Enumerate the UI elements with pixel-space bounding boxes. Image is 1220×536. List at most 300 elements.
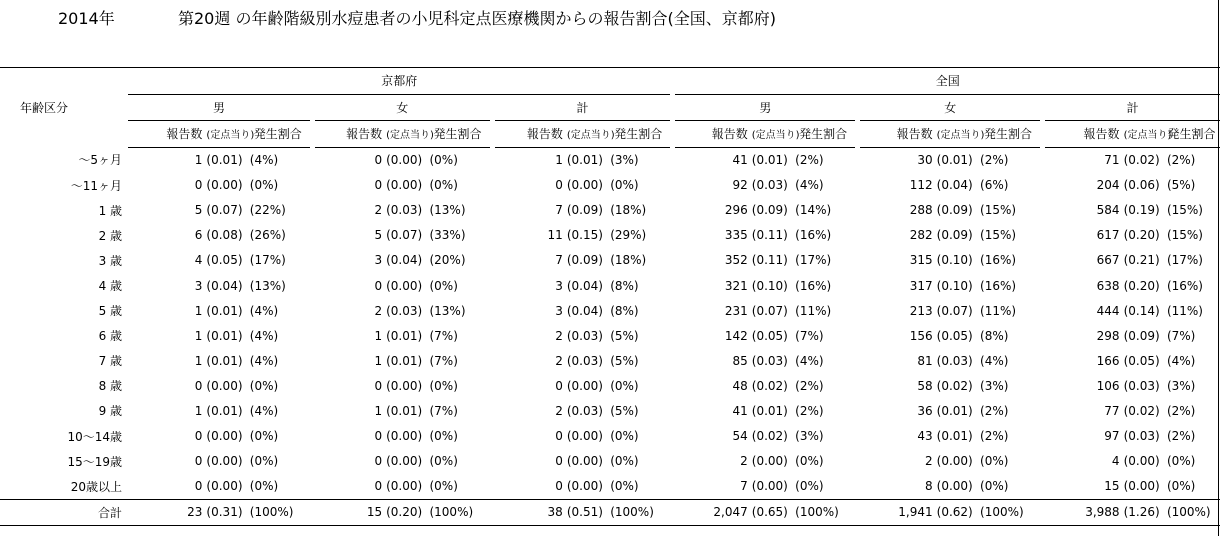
col-header-per-sentinel: (定点当り) (933, 121, 976, 148)
rate-value: (0%) (249, 178, 279, 193)
rate-value: (100%) (976, 499, 1040, 525)
report-count: 142 (724, 328, 748, 343)
rate-value: (2%) (1166, 403, 1196, 418)
report-count: 58 (917, 378, 933, 393)
rate-value: (17%) (1166, 253, 1203, 268)
report-count: 0 (194, 178, 203, 193)
report-count: 0 (374, 429, 383, 444)
report-table (0, 67, 1220, 526)
per-sentinel-value: (0.00) (566, 178, 603, 193)
report-count: 0 (374, 454, 383, 469)
per-sentinel-value: (0.07) (386, 228, 423, 243)
per-sentinel-value: (0.07) (751, 303, 788, 318)
report-count: 352 (724, 253, 748, 268)
per-sentinel-value: (0.01) (206, 303, 243, 318)
report-count: 3,988 (1045, 499, 1119, 525)
per-sentinel-value: (0.10) (936, 253, 973, 268)
table-body (0, 147, 1220, 525)
rate-value: (0%) (610, 429, 639, 444)
rate-value: (7%) (795, 328, 824, 343)
report-count: 1 (374, 328, 383, 343)
rate-value: (0%) (429, 378, 458, 393)
col-header-rate: 発生割合 (425, 121, 489, 148)
per-sentinel-value: (0.03) (1123, 378, 1160, 393)
report-count: 7 (555, 253, 563, 268)
report-count: 298 (1096, 328, 1120, 343)
table-row (0, 474, 1220, 500)
per-sentinel-value: (0.03) (751, 178, 788, 193)
rate-value: (3%) (795, 429, 824, 444)
report-count: 0 (555, 178, 563, 193)
report-count: 1 (194, 403, 203, 418)
rate-value: (17%) (249, 253, 286, 268)
rate-value: (4%) (249, 353, 279, 368)
report-count: 584 (1096, 203, 1120, 218)
rate-value: (2%) (980, 403, 1009, 418)
col-header-per-sentinel: (定点当り) (1120, 121, 1163, 148)
region-header-kyoto: 京都府 (128, 68, 670, 95)
report-count: 92 (732, 178, 748, 193)
rate-value: (7%) (429, 328, 458, 343)
per-sentinel-value: (0.00) (566, 378, 603, 393)
age-label: 7 歳 (98, 354, 123, 369)
per-sentinel-value: (0.10) (751, 278, 788, 293)
report-count: 1,941 (860, 499, 932, 525)
report-count: 15 (315, 499, 382, 525)
report-count: 112 (909, 178, 933, 193)
per-sentinel-value: (0.03) (386, 203, 423, 218)
rate-value: (100%) (425, 499, 489, 525)
report-count: 0 (555, 479, 563, 494)
rate-value: (4%) (249, 403, 279, 418)
rate-value: (0%) (429, 479, 458, 494)
table-row (0, 298, 1220, 323)
table-row (0, 449, 1220, 474)
report-count: 5 (374, 228, 383, 243)
age-label: 8 歳 (98, 379, 123, 394)
per-sentinel-value: (0.08) (206, 228, 243, 243)
rate-value: (3%) (1166, 378, 1196, 393)
col-header-per-sentinel: (定点当り) (563, 121, 606, 148)
rate-value: (0%) (429, 429, 458, 444)
total-label: 合計 (0, 499, 128, 525)
per-sentinel-value: (0.05) (1123, 353, 1160, 368)
rate-value: (0%) (610, 454, 639, 469)
per-sentinel-value: (0.00) (936, 479, 973, 494)
per-sentinel-value: (0.03) (566, 353, 603, 368)
rate-value: (18%) (610, 253, 647, 268)
per-sentinel-value: (0.07) (206, 203, 243, 218)
rate-value: (8%) (980, 328, 1009, 343)
rate-value: (4%) (795, 178, 824, 193)
report-count: 3 (555, 303, 563, 318)
region-header-row (0, 68, 1220, 95)
rate-value: (2%) (795, 403, 824, 418)
report-count: 282 (909, 228, 933, 243)
table-row (0, 323, 1220, 348)
per-sentinel-value: (0.11) (751, 253, 788, 268)
report-count: 1 (194, 153, 203, 168)
table-row (0, 223, 1220, 248)
per-sentinel-value: (0.04) (206, 278, 243, 293)
sex-header-kyoto-male: 男 (128, 94, 310, 121)
rate-value: (3%) (610, 153, 639, 168)
per-sentinel-value: (0.04) (566, 278, 603, 293)
table-row (0, 398, 1220, 423)
report-count: 1 (374, 353, 383, 368)
per-sentinel-value: (0.51) (563, 499, 606, 525)
rate-value: (11%) (795, 303, 832, 318)
report-count: 4 (1111, 454, 1120, 469)
per-sentinel-value: (0.00) (936, 454, 973, 469)
per-sentinel-value: (0.05) (751, 328, 788, 343)
table-row (0, 348, 1220, 373)
per-sentinel-value: (0.06) (1123, 178, 1160, 193)
per-sentinel-value: (0.00) (386, 178, 423, 193)
col-header-reports: 報告数 (860, 121, 932, 148)
report-count: 41 (732, 153, 748, 168)
report-count: 15 (1104, 479, 1120, 494)
per-sentinel-value: (0.19) (1123, 203, 1160, 218)
rate-value: (3%) (980, 378, 1009, 393)
report-count: 321 (724, 278, 748, 293)
report-count: 77 (1104, 403, 1120, 418)
per-sentinel-value: (0.00) (206, 479, 243, 494)
report-count: 97 (1104, 429, 1120, 444)
rate-value: (0%) (1166, 479, 1196, 494)
per-sentinel-value: (0.00) (386, 429, 423, 444)
sex-header-national-male: 男 (675, 94, 855, 121)
report-count: 11 (547, 228, 563, 243)
report-count: 2 (555, 328, 563, 343)
report-count: 2 (374, 303, 383, 318)
report-count: 1 (194, 353, 203, 368)
report-count: 0 (194, 479, 203, 494)
per-sentinel-value: (0.01) (386, 353, 423, 368)
col-header-reports: 報告数 (1045, 121, 1119, 148)
sex-header-national-female: 女 (860, 94, 1040, 121)
column-header-row (0, 121, 1220, 148)
per-sentinel-value: (0.01) (206, 153, 243, 168)
rate-value: (8%) (610, 303, 639, 318)
report-count: 7 (740, 479, 748, 494)
col-header-rate: 発生割合 (606, 121, 670, 148)
rate-value: (11%) (1166, 303, 1203, 318)
age-label: 10～14歳 (67, 429, 123, 444)
per-sentinel-value: (0.00) (206, 429, 243, 444)
per-sentinel-value: (0.00) (386, 454, 423, 469)
per-sentinel-value: (0.09) (936, 228, 973, 243)
per-sentinel-value: (0.65) (748, 499, 791, 525)
report-count: 6 (194, 228, 203, 243)
report-count: 2 (555, 353, 563, 368)
per-sentinel-value: (0.05) (206, 253, 243, 268)
age-label: ～11ヶ月 (70, 178, 123, 193)
rate-value: (5%) (610, 353, 639, 368)
report-count: 3 (194, 278, 203, 293)
per-sentinel-value: (0.09) (1123, 328, 1160, 343)
col-header-rate: 発生割合 (791, 121, 855, 148)
report-count: 0 (374, 378, 383, 393)
per-sentinel-value: (0.00) (566, 429, 603, 444)
per-sentinel-value: (0.10) (936, 278, 973, 293)
report-count: 444 (1096, 303, 1120, 318)
rate-value: (100%) (606, 499, 670, 525)
report-count: 7 (555, 203, 563, 218)
rate-value: (16%) (980, 253, 1017, 268)
region-header-national: 全国 (675, 68, 1220, 95)
rate-value: (7%) (429, 353, 458, 368)
rate-value: (100%) (1163, 499, 1220, 525)
per-sentinel-value: (0.00) (206, 454, 243, 469)
table-row (0, 373, 1220, 398)
per-sentinel-value: (0.00) (386, 378, 423, 393)
per-sentinel-value: (0.03) (566, 328, 603, 343)
per-sentinel-value: (0.01) (206, 328, 243, 343)
report-count: 0 (374, 479, 383, 494)
report-count: 4 (194, 253, 203, 268)
rate-value: (15%) (1166, 228, 1203, 243)
rate-value: (0%) (249, 454, 279, 469)
per-sentinel-value: (0.01) (206, 403, 243, 418)
rate-value: (17%) (795, 253, 832, 268)
rate-value: (8%) (610, 278, 639, 293)
col-header-rate: 発生割合 (1163, 121, 1220, 148)
per-sentinel-value: (0.02) (751, 429, 788, 444)
per-sentinel-value: (0.00) (206, 378, 243, 393)
per-sentinel-value: (0.20) (1123, 228, 1160, 243)
age-label: 5 歳 (98, 304, 123, 319)
rate-value: (11%) (980, 303, 1017, 318)
report-count: 0 (555, 454, 563, 469)
report-count: 2 (740, 454, 748, 469)
rate-value: (5%) (610, 328, 639, 343)
report-count: 48 (732, 378, 748, 393)
rate-value: (18%) (610, 203, 647, 218)
rate-value: (20%) (429, 253, 466, 268)
rate-value: (2%) (980, 429, 1009, 444)
table-row (0, 173, 1220, 198)
per-sentinel-value: (0.07) (936, 303, 973, 318)
per-sentinel-value: (0.00) (751, 479, 788, 494)
title-bar (0, 0, 1220, 34)
rate-value: (29%) (610, 228, 647, 243)
report-count: 2,047 (675, 499, 747, 525)
rate-value: (2%) (980, 153, 1009, 168)
per-sentinel-value: (0.04) (936, 178, 973, 193)
rate-value: (33%) (429, 228, 466, 243)
rate-value: (4%) (1166, 353, 1196, 368)
per-sentinel-value: (0.01) (751, 153, 788, 168)
report-count: 166 (1096, 353, 1120, 368)
report-count: 296 (724, 203, 748, 218)
report-count: 3 (374, 253, 383, 268)
report-count: 231 (724, 303, 748, 318)
per-sentinel-value: (0.02) (751, 378, 788, 393)
sex-header-national-total: 計 (1045, 94, 1220, 121)
rate-value: (16%) (795, 278, 832, 293)
per-sentinel-value: (0.09) (751, 203, 788, 218)
report-count: 213 (909, 303, 933, 318)
per-sentinel-value: (0.09) (566, 253, 603, 268)
report-count: 1 (555, 153, 563, 168)
report-count: 23 (128, 499, 202, 525)
per-sentinel-value: (0.00) (751, 454, 788, 469)
rate-value: (2%) (1166, 153, 1196, 168)
table-row (0, 147, 1220, 173)
per-sentinel-value: (0.31) (202, 499, 245, 525)
per-sentinel-value: (0.00) (566, 454, 603, 469)
report-count: 156 (909, 328, 933, 343)
per-sentinel-value: (0.20) (1123, 278, 1160, 293)
report-count: 0 (374, 153, 383, 168)
report-count: 0 (194, 429, 203, 444)
report-count: 41 (732, 403, 748, 418)
per-sentinel-value: (0.01) (936, 429, 973, 444)
rate-value: (15%) (980, 228, 1017, 243)
rate-value: (6%) (980, 178, 1009, 193)
per-sentinel-value: (0.09) (936, 203, 973, 218)
age-label: 4 歳 (98, 279, 123, 294)
rate-value: (0%) (249, 429, 279, 444)
rate-value: (0%) (610, 479, 639, 494)
age-label: 1 歳 (98, 203, 123, 218)
rate-value: (4%) (249, 153, 279, 168)
rate-value: (5%) (1166, 178, 1196, 193)
age-label: 6 歳 (98, 329, 123, 344)
age-label: 20歳以上 (70, 479, 123, 494)
per-sentinel-value: (0.15) (566, 228, 603, 243)
col-header-per-sentinel: (定点当り) (748, 121, 791, 148)
report-title: 第20週 の年齢階級別水痘患者の小児科定点医療機関からの報告割合(全国、京都府) (178, 9, 776, 28)
rate-value: (13%) (429, 203, 466, 218)
total-row (0, 499, 1220, 525)
table-row (0, 273, 1220, 298)
age-header: 年齢区分 (0, 68, 128, 148)
report-count: 0 (194, 454, 203, 469)
report-count: 85 (732, 353, 748, 368)
rate-value: (7%) (429, 403, 458, 418)
per-sentinel-value: (0.04) (386, 253, 423, 268)
col-header-per-sentinel: (定点当り) (202, 121, 245, 148)
per-sentinel-value: (0.03) (936, 353, 973, 368)
rate-value: (100%) (246, 499, 310, 525)
rate-value: (22%) (249, 203, 286, 218)
per-sentinel-value: (0.01) (386, 328, 423, 343)
col-header-reports: 報告数 (495, 121, 563, 148)
rate-value: (2%) (795, 153, 824, 168)
rate-value: (14%) (795, 203, 832, 218)
age-label: 15～19歳 (67, 454, 123, 469)
rate-value: (0%) (1166, 454, 1196, 469)
report-count: 0 (374, 278, 383, 293)
report-count: 5 (194, 203, 203, 218)
rate-value: (13%) (429, 303, 466, 318)
rate-value: (0%) (610, 378, 639, 393)
report-count: 36 (917, 403, 933, 418)
report-count: 0 (374, 178, 383, 193)
age-label: 3 歳 (98, 253, 123, 268)
report-count: 335 (724, 228, 748, 243)
report-count: 317 (909, 278, 933, 293)
report-count: 38 (495, 499, 563, 525)
report-count: 204 (1096, 178, 1120, 193)
per-sentinel-value: (0.00) (566, 479, 603, 494)
rate-value: (0%) (980, 479, 1009, 494)
rate-value: (4%) (249, 328, 279, 343)
per-sentinel-value: (0.01) (566, 153, 603, 168)
table-row (0, 198, 1220, 223)
rate-value: (7%) (1166, 328, 1196, 343)
per-sentinel-value: (0.03) (386, 303, 423, 318)
rate-value: (15%) (980, 203, 1017, 218)
report-year: 2014年 (58, 9, 115, 28)
col-header-rate: 発生割合 (976, 121, 1040, 148)
rate-value: (5%) (610, 403, 639, 418)
report-count: 81 (917, 353, 933, 368)
rate-value: (4%) (980, 353, 1009, 368)
per-sentinel-value: (0.00) (1123, 454, 1160, 469)
report-count: 43 (917, 429, 933, 444)
per-sentinel-value: (0.02) (1123, 403, 1160, 418)
col-header-reports: 報告数 (128, 121, 202, 148)
per-sentinel-value: (0.00) (206, 178, 243, 193)
report-count: 0 (555, 429, 563, 444)
rate-value: (4%) (249, 303, 279, 318)
table-row (0, 248, 1220, 273)
rate-value: (16%) (1166, 278, 1203, 293)
report-count: 638 (1096, 278, 1120, 293)
rate-value: (2%) (1166, 429, 1196, 444)
per-sentinel-value: (0.01) (206, 353, 243, 368)
report-count: 2 (374, 203, 383, 218)
rate-value: (0%) (429, 454, 458, 469)
sex-header-kyoto-female: 女 (315, 94, 490, 121)
report-count: 2 (555, 403, 563, 418)
rate-value: (2%) (795, 378, 824, 393)
rate-value: (13%) (249, 278, 286, 293)
report-count: 54 (732, 429, 748, 444)
report-count: 0 (194, 378, 203, 393)
rate-value: (0%) (249, 479, 279, 494)
rate-value: (0%) (980, 454, 1009, 469)
rate-value: (0%) (429, 178, 458, 193)
report-count: 667 (1096, 253, 1120, 268)
per-sentinel-value: (0.03) (751, 353, 788, 368)
per-sentinel-value: (0.01) (751, 403, 788, 418)
col-header-per-sentinel: (定点当り) (382, 121, 425, 148)
per-sentinel-value: (0.21) (1123, 253, 1160, 268)
rate-value: (0%) (610, 178, 639, 193)
per-sentinel-value: (0.03) (566, 403, 603, 418)
report-count: 288 (909, 203, 933, 218)
per-sentinel-value: (0.01) (386, 403, 423, 418)
report-count: 2 (925, 454, 933, 469)
per-sentinel-value: (0.62) (933, 499, 976, 525)
rate-value: (16%) (795, 228, 832, 243)
per-sentinel-value: (0.00) (1123, 479, 1160, 494)
rate-value: (15%) (1166, 203, 1203, 218)
report-count: 315 (909, 253, 933, 268)
per-sentinel-value: (0.03) (1123, 429, 1160, 444)
sex-header-kyoto-total: 計 (495, 94, 671, 121)
age-label: ～5ヶ月 (78, 153, 123, 168)
report-count: 1 (194, 303, 203, 318)
per-sentinel-value: (0.11) (751, 228, 788, 243)
report-count: 617 (1096, 228, 1120, 243)
report-count: 1 (194, 328, 203, 343)
report-count: 8 (925, 479, 933, 494)
